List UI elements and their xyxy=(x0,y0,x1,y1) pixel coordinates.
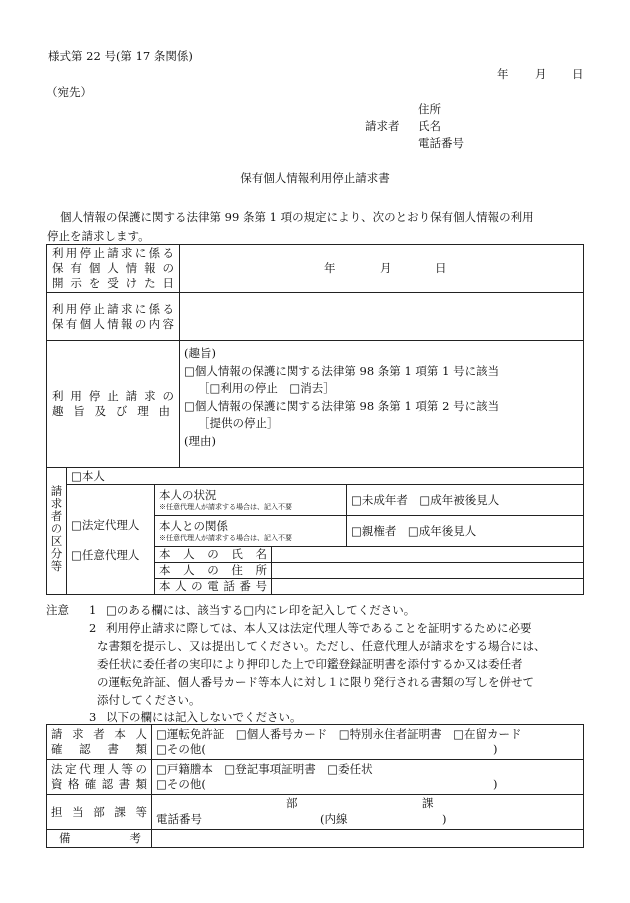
row-purpose-reason xyxy=(47,341,584,468)
note-2-number: 2 xyxy=(89,621,97,635)
purpose-checkbox-1[interactable]: □個人情報の保護に関する法律第 98 条第 1 項第 1 号に該当 xyxy=(184,363,500,378)
row1-day: 日 xyxy=(435,261,447,275)
id-docs-other[interactable]: □その他( xyxy=(156,742,206,756)
rep-docs-other[interactable]: □その他( xyxy=(156,777,206,791)
note-2-line-3: 委任状に委任者の実印により押印した上で印鑑登録証明書を添付するか又は委任者 xyxy=(97,657,523,671)
note-1-number: 1 xyxy=(89,603,97,617)
status-options[interactable] xyxy=(347,485,584,516)
addressee: （宛先） xyxy=(46,85,92,99)
office-use-table xyxy=(46,724,584,848)
status-label: 本人の状況 xyxy=(159,488,217,502)
row1-label-line-2: 保 有 個 人 情 報 の xyxy=(52,261,174,275)
requester-category-table xyxy=(46,467,584,595)
status-note: ※任意代理人が請求する場合は、記入不要 xyxy=(159,503,292,511)
note-3-number: 3 xyxy=(89,710,97,724)
purpose-2-options: ［提供の停止］ xyxy=(198,416,279,430)
person-phone-label: 本 人 の 電 話 番 号 xyxy=(155,579,272,595)
id-docs-other-close: ) xyxy=(493,742,498,756)
purpose-heading: (趣旨) xyxy=(184,346,216,360)
relation-options-text: □親権者 □成年後見人 xyxy=(351,523,477,538)
header-date-year: 年 xyxy=(497,67,509,81)
relation-options[interactable] xyxy=(347,516,584,547)
id-docs-label xyxy=(47,725,152,760)
purpose-1-options[interactable]: ［□利用の停止 □消去］ xyxy=(198,381,335,395)
dept-phone-label: 電話番号 xyxy=(156,812,202,826)
info-content-field[interactable] xyxy=(180,293,584,341)
legal-rep-checkbox[interactable]: □法定代理人 xyxy=(71,517,140,532)
request-table xyxy=(46,244,584,468)
person-name-field[interactable] xyxy=(272,547,584,563)
row1-month: 月 xyxy=(380,261,392,275)
requester-label: 請求者 xyxy=(365,119,400,133)
note-2-line-4: の運転免許証、個人番号カード等本人に対し１に限り発行される書類の写しを併せて xyxy=(97,675,534,689)
note-2-line-1: 利用停止請求に際しては、本人又は法定代理人等であることを証明するために必要 xyxy=(106,621,532,635)
category-vertical-text: 請求者の区分等 xyxy=(49,485,64,573)
note-2-line-5: 添付してください。 xyxy=(97,693,201,707)
status-options-text: □未成年者 □成年被後見人 xyxy=(351,492,500,507)
id-docs-label-line-2: 確 認 書 類 xyxy=(51,742,147,756)
document-title: 保有個人情報利用停止請求書 xyxy=(240,171,390,185)
remarks-label-a: 備 xyxy=(59,831,71,845)
header-date-day: 日 xyxy=(572,67,584,81)
purpose-checkbox-2[interactable]: □個人情報の保護に関する法律第 98 条第 1 項第 2 号に該当 xyxy=(184,398,500,413)
person-address-label: 本 人 の 住 所 xyxy=(155,563,272,579)
rep-docs-field[interactable] xyxy=(152,760,584,795)
id-docs-field[interactable] xyxy=(152,725,584,760)
row3-label-line-1: 利 用 停 止 請 求 の xyxy=(52,389,174,403)
note-1: □のある欄には、該当する□内にレ印を記入してください。 xyxy=(106,603,416,617)
row3-label xyxy=(47,341,180,468)
person-address-field[interactable] xyxy=(272,563,584,579)
row-info-content xyxy=(47,293,584,341)
row1-label-line-1: 利用停止請求に係る xyxy=(52,246,174,260)
dept-field[interactable] xyxy=(152,795,584,830)
rep-docs-label-line-2: 資格確認書類 xyxy=(51,777,147,791)
rep-docs-other-close: ) xyxy=(493,777,498,791)
row2-label-line-2: 保有個人情報の内容 xyxy=(52,316,174,331)
rep-docs-label-line-1: 法定代理人等の xyxy=(51,762,147,776)
row2-label-line-1: 利用停止請求に係る xyxy=(52,301,174,316)
person-name-label: 本 人 の 氏 名 xyxy=(155,547,272,563)
dept-ext-close: ) xyxy=(442,812,447,826)
representative-cell xyxy=(67,485,155,595)
name-label: 氏名 xyxy=(418,119,441,133)
id-docs-options[interactable]: □運転免許証 □個人番号カード □特別永住者証明書 □在留カード xyxy=(156,727,522,741)
remarks-label-b: 考 xyxy=(129,831,141,845)
dept-bu: 部 xyxy=(286,796,298,810)
person-phone-field[interactable] xyxy=(272,579,584,595)
voluntary-rep-checkbox[interactable]: □任意代理人 xyxy=(71,547,140,562)
notes-heading: 注意 xyxy=(46,603,69,617)
header-date-month: 月 xyxy=(535,67,547,81)
dept-ext-label: (内線 xyxy=(320,812,348,826)
note-3: 以下の欄には記入しないでください。 xyxy=(106,710,302,724)
row1-label xyxy=(47,245,180,293)
dept-ka: 課 xyxy=(422,796,434,810)
phone-label: 電話番号 xyxy=(418,136,464,150)
row1-year: 年 xyxy=(324,261,336,275)
rep-docs-label xyxy=(47,760,152,795)
form-number: 様式第 22 号(第 17 条関係) xyxy=(48,49,193,63)
category-vertical-label xyxy=(47,468,67,595)
row2-label xyxy=(47,293,180,341)
purpose-reason-field[interactable] xyxy=(180,341,584,468)
address-label: 住所 xyxy=(418,102,441,116)
row-disclosure-date xyxy=(47,245,584,293)
intro-line-1: 個人情報の保護に関する法律第 99 条第 1 項の規定により、次のとおり保有個人情報の利用 xyxy=(60,210,534,224)
remarks-label xyxy=(47,830,152,848)
remarks-field[interactable] xyxy=(152,830,584,848)
row1-label-line-3: 開 示 を 受 け た 日 xyxy=(52,276,174,290)
id-docs-label-line-1: 請 求 者 本 人 xyxy=(51,727,147,741)
self-checkbox[interactable] xyxy=(67,468,584,485)
relation-label: 本人との関係 xyxy=(159,519,228,533)
dept-label: 担 当 部 課 等 xyxy=(47,795,152,830)
row3-label-line-2: 趣 旨 及 び 理 由 xyxy=(52,404,170,418)
self-checkbox-label: □本人 xyxy=(71,468,105,483)
disclosure-date-field[interactable] xyxy=(180,245,584,293)
reason-heading: (理由) xyxy=(184,433,216,448)
relation-note: ※任意代理人が請求する場合は、記入不要 xyxy=(159,534,292,542)
relation-label-cell xyxy=(155,516,347,547)
note-2-line-2: な書類を提示し、又は提出してください。ただし、任意代理人が請求をする場合には、 xyxy=(97,639,546,653)
rep-docs-options[interactable]: □戸籍謄本 □登記事項証明書 □委任状 xyxy=(156,762,373,776)
intro-line-2: 停止を請求します。 xyxy=(47,229,150,243)
status-label-cell xyxy=(155,485,347,516)
